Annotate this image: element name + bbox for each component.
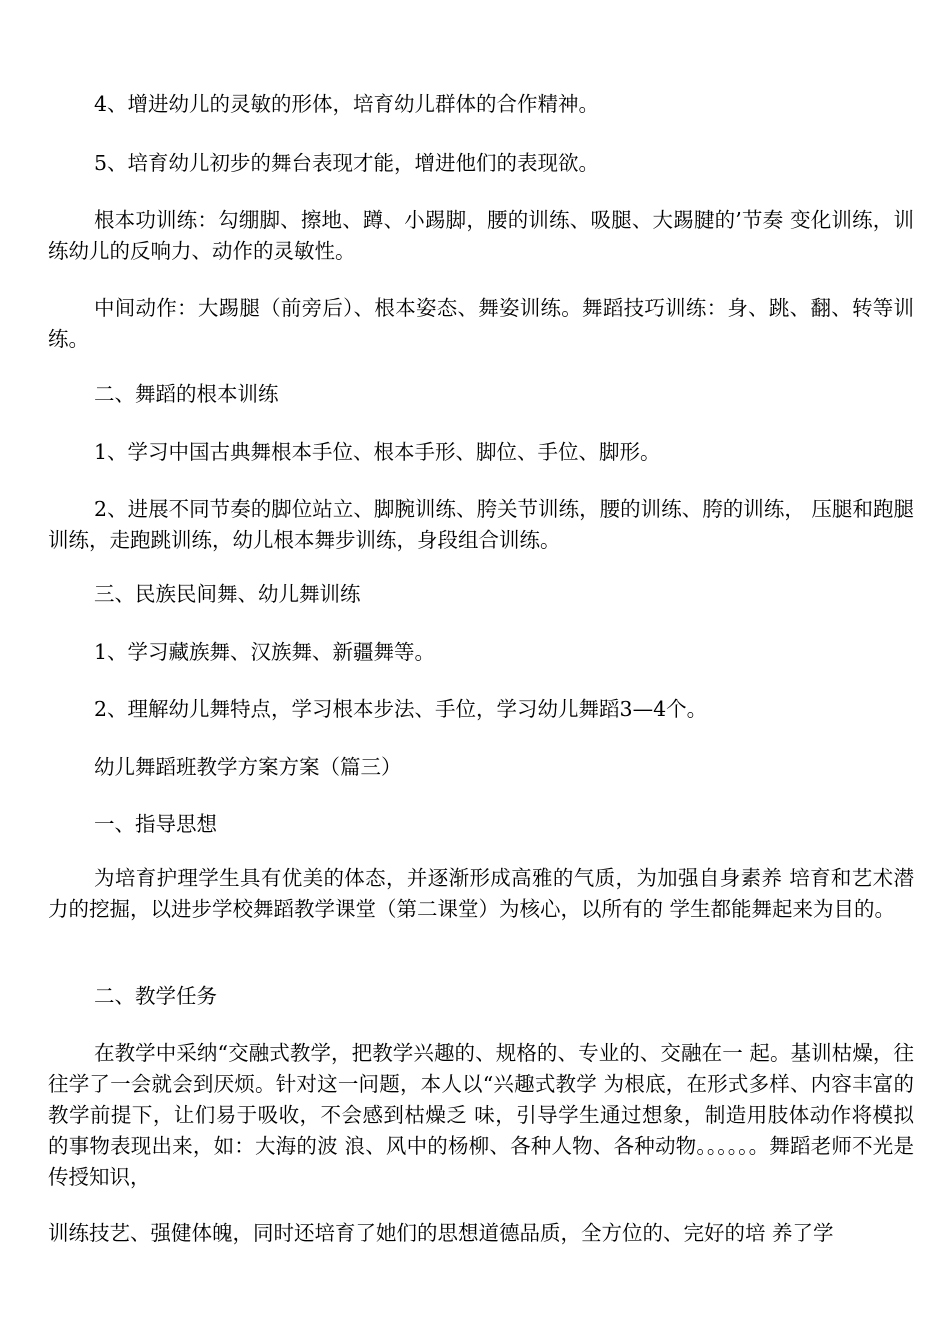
section-heading-teaching-tasks: 二、教学任务 (94, 984, 217, 1008)
paragraph-teaching-tasks: 在教学中采纳“交融式教学，把教学兴趣的、规格的、专业的、交融在一 起。基训枯燥，往往学了一会就会到厌烦。针对这一问题，本人以“兴趣式教学 为根底，在形式多样、内容丰富的教学前提下，让们易于吸收，不会感到枯燥乏 味，引导学生通过想象，制造用肢体动作将模拟的事物表现出来，如：大海的波 浪、风中的杨柳、各种人物、各种动物。。。。。。舞蹈老师不光是传授知识， (48, 1041, 914, 1189)
section-heading-folk-dance: 三、民族民间舞、幼儿舞训练 (94, 582, 361, 606)
paragraph-goal-5: 5、培育幼儿初步的舞台表现才能，增进他们的表现欲。 (94, 151, 600, 175)
paragraph-middle-movements: 中间动作：大踢腿（前旁后）、根本姿态、舞姿训练。舞蹈技巧训练：身、跳、翻、转等训练。 (48, 296, 914, 351)
paragraph-folk-2: 2、理解幼儿舞特点，学习根本步法、手位，学习幼儿舞蹈3—4个。 (94, 697, 708, 721)
document-section-title: 幼儿舞蹈班教学方案方案（篇三） (94, 755, 402, 779)
section-heading-guiding-idea: 一、指导思想 (94, 812, 217, 836)
paragraph-continuation: 训练技艺、强健体魄，同时还培育了她们的思想道德品质，全方位的、完好的培 养了学 (48, 1221, 834, 1245)
paragraph-guiding-idea: 为培育护理学生具有优美的体态，并逐渐形成高雅的气质，为加强自身素养 培育和艺术潜力的挖掘，以进步学校舞蹈教学课堂（第二课堂）为核心，以所有的 学生都能舞起来为目的。 (48, 866, 914, 921)
paragraph-basics-2: 2、进展不同节奏的脚位站立、脚腕训练、胯关节训练，腰的训练、胯的训练， 压腿和跑腿训练，走跑跳训练，幼儿根本舞步训练，身段组合训练。 (48, 497, 914, 552)
section-heading-dance-basics: 二、舞蹈的根本训练 (94, 382, 279, 406)
paragraph-basic-skills: 根本功训练：勾绷脚、擦地、蹲、小踢脚，腰的训练、吸腿、大踢腱的’节奏 变化训练，训练幼儿的反响力、动作的灵敏性。 (48, 208, 914, 263)
paragraph-goal-4: 4、增进幼儿的灵敏的形体，培育幼儿群体的合作精神。 (94, 92, 600, 116)
paragraph-folk-1: 1、学习藏族舞、汉族舞、新疆舞等。 (94, 640, 436, 664)
paragraph-basics-1: 1、学习中国古典舞根本手位、根本手形、脚位、手位、脚形。 (94, 440, 661, 464)
